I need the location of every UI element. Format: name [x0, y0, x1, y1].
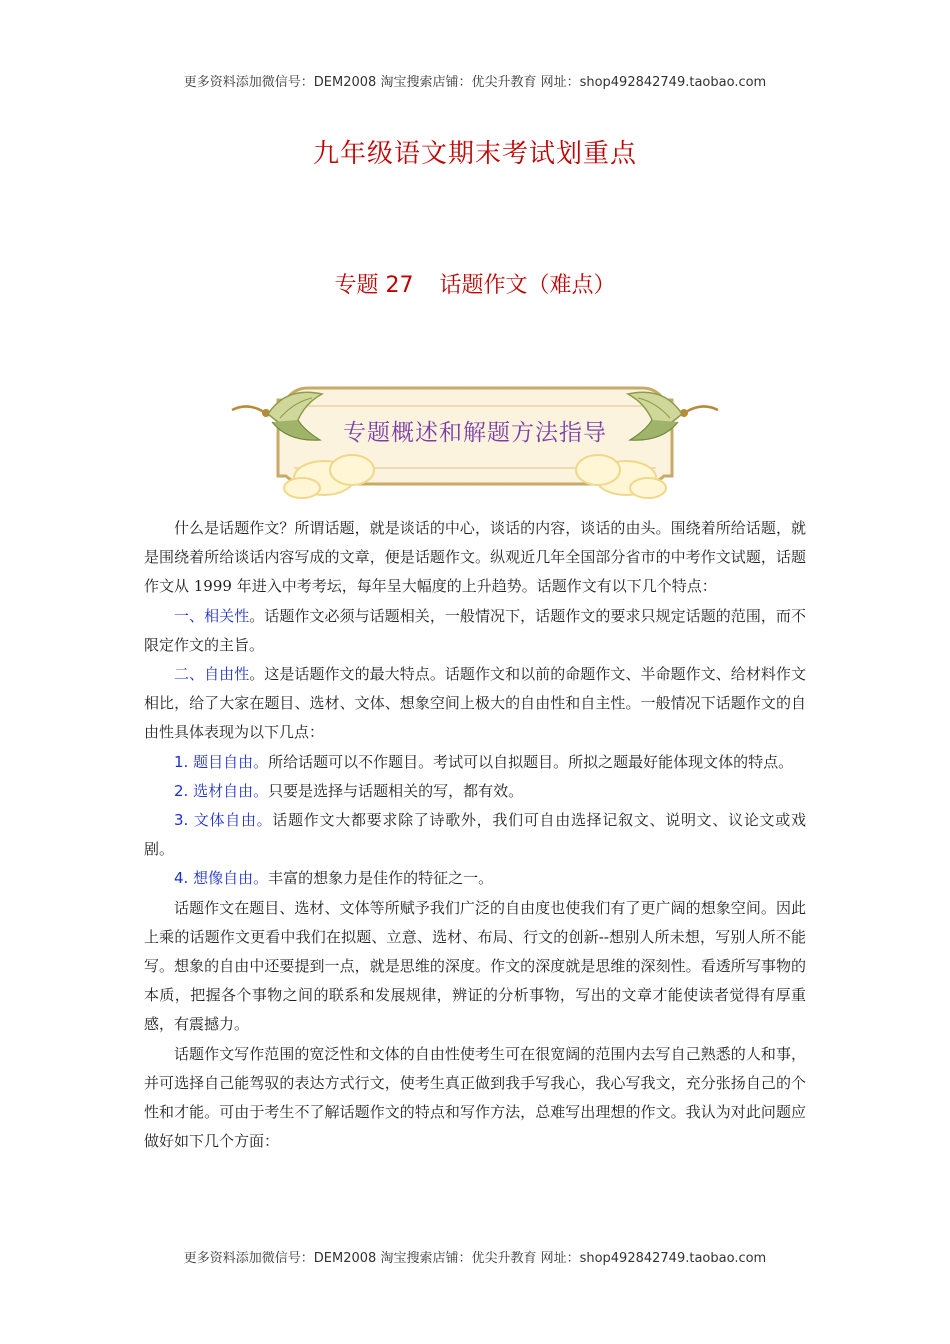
- page-title: 九年级语文期末考试划重点: [312, 139, 637, 169]
- section-banner: [228, 380, 722, 502]
- subpoint-label-material: 2. 选材自由。: [174, 781, 269, 800]
- subpoint-label-genre: 3. 文体自由。: [174, 811, 273, 830]
- paragraph-title-freedom: [144, 748, 806, 777]
- banner-title: 专题概述和解题方法指导: [343, 420, 607, 446]
- subpoint-text-imagination: 丰富的想象力是佳作的特征之一。: [268, 869, 494, 888]
- topic-name: 话题作文（难点）: [439, 273, 616, 298]
- point-label-freedom: 二、自由性: [174, 665, 250, 684]
- subpoint-text-material: 只要是选择与话题相关的写，都有效。: [268, 781, 524, 800]
- paragraph-intro: 什么是话题作文？所谓话题，就是谈话的中心，谈话的内容，谈话的由头。围绕着所给话题，就是围绕着所给谈话内容写成的文章，便是话题作文。纵观近几年全国部分省市的中考作文试题，话题作文从 1999 年进入中考考坛，每年呈大幅度的上升趋势。话题作文有以下几个特点：: [144, 519, 806, 596]
- subpoint-text-genre: 话题作文大都要求除了诗歌外，我们可自由选择记叙文、说明文、议论文或戏剧。: [144, 811, 806, 859]
- topic-number: 专题 27: [334, 273, 414, 298]
- subpoint-label-title: 1. 题目自由。: [174, 752, 269, 771]
- paragraph-genre-freedom: [144, 806, 806, 864]
- point-text-relevance: 。话题作文必须与话题相关，一般情况下，话题作文的要求只规定话题的范围，而不限定作文的主旨。: [144, 606, 806, 654]
- paragraph-freedom: [144, 660, 806, 748]
- paragraph-relevance: [144, 602, 806, 660]
- paragraph-material-freedom: [144, 777, 806, 806]
- paragraph-writing-advice: 话题作文写作范围的宽泛性和文体的自由性使考生可在很宽阔的范围内去写自己熟悉的人和事，并可选择自己能驾驭的表达方式行文，使考生真正做到我手写我心，我心写我文，充分张扬自己的个性和才能。可由于考生不了解话题作文的特点和写作方法，总难写出理想的作文。我认为对此问题应做好如下几个方面：: [144, 1044, 806, 1151]
- paragraph-imagination-freedom: [144, 864, 806, 893]
- page-footer: 更多资料添加微信号：DEM2008 淘宝搜索店铺：优尖升教育 网址：shop492842749.taobao.com: [183, 1251, 767, 1266]
- point-text-freedom: 。这是话题作文的最大特点。话题作文和以前的命题作文、半命题作文、给材料作文相比，给了大家在题目、选材、文体、想象空间上极大的自由性和自主性。一般情况下话题作文的自由性具体表现为以下几点：: [144, 665, 806, 742]
- paragraph-imagination-space: 话题作文在题目、选材、文体等所赋予我们广泛的自由度也使我们有了更广阔的想象空间。因此上乘的话题作文更看中我们在拟题、立意、选材、布局、行文的创新--想别人所未想，写别人所不能写。想象的自由中还要提到一点，就是思维的深度。作文的深度就是思维的深刻性。看透所写事物的本质，把握各个事物之间的联系和发展规律，辨证的分析事物，写出的文章才能使读者觉得有厚重感，有震撼力。: [144, 898, 806, 1034]
- point-label-relevance: 一、相关性: [174, 606, 250, 625]
- page-header: 更多资料添加微信号：DEM2008 淘宝搜索店铺：优尖升教育 网址：shop492842749.taobao.com: [183, 75, 767, 90]
- article-body: [144, 514, 806, 1156]
- subpoint-text-title: 所给话题可以不作题目。考试可以自拟题目。所拟之题最好能体现文体的特点。: [268, 752, 794, 771]
- subpoint-label-imagination: 4. 想像自由。: [174, 869, 269, 888]
- topic-subtitle: [0, 268, 950, 299]
